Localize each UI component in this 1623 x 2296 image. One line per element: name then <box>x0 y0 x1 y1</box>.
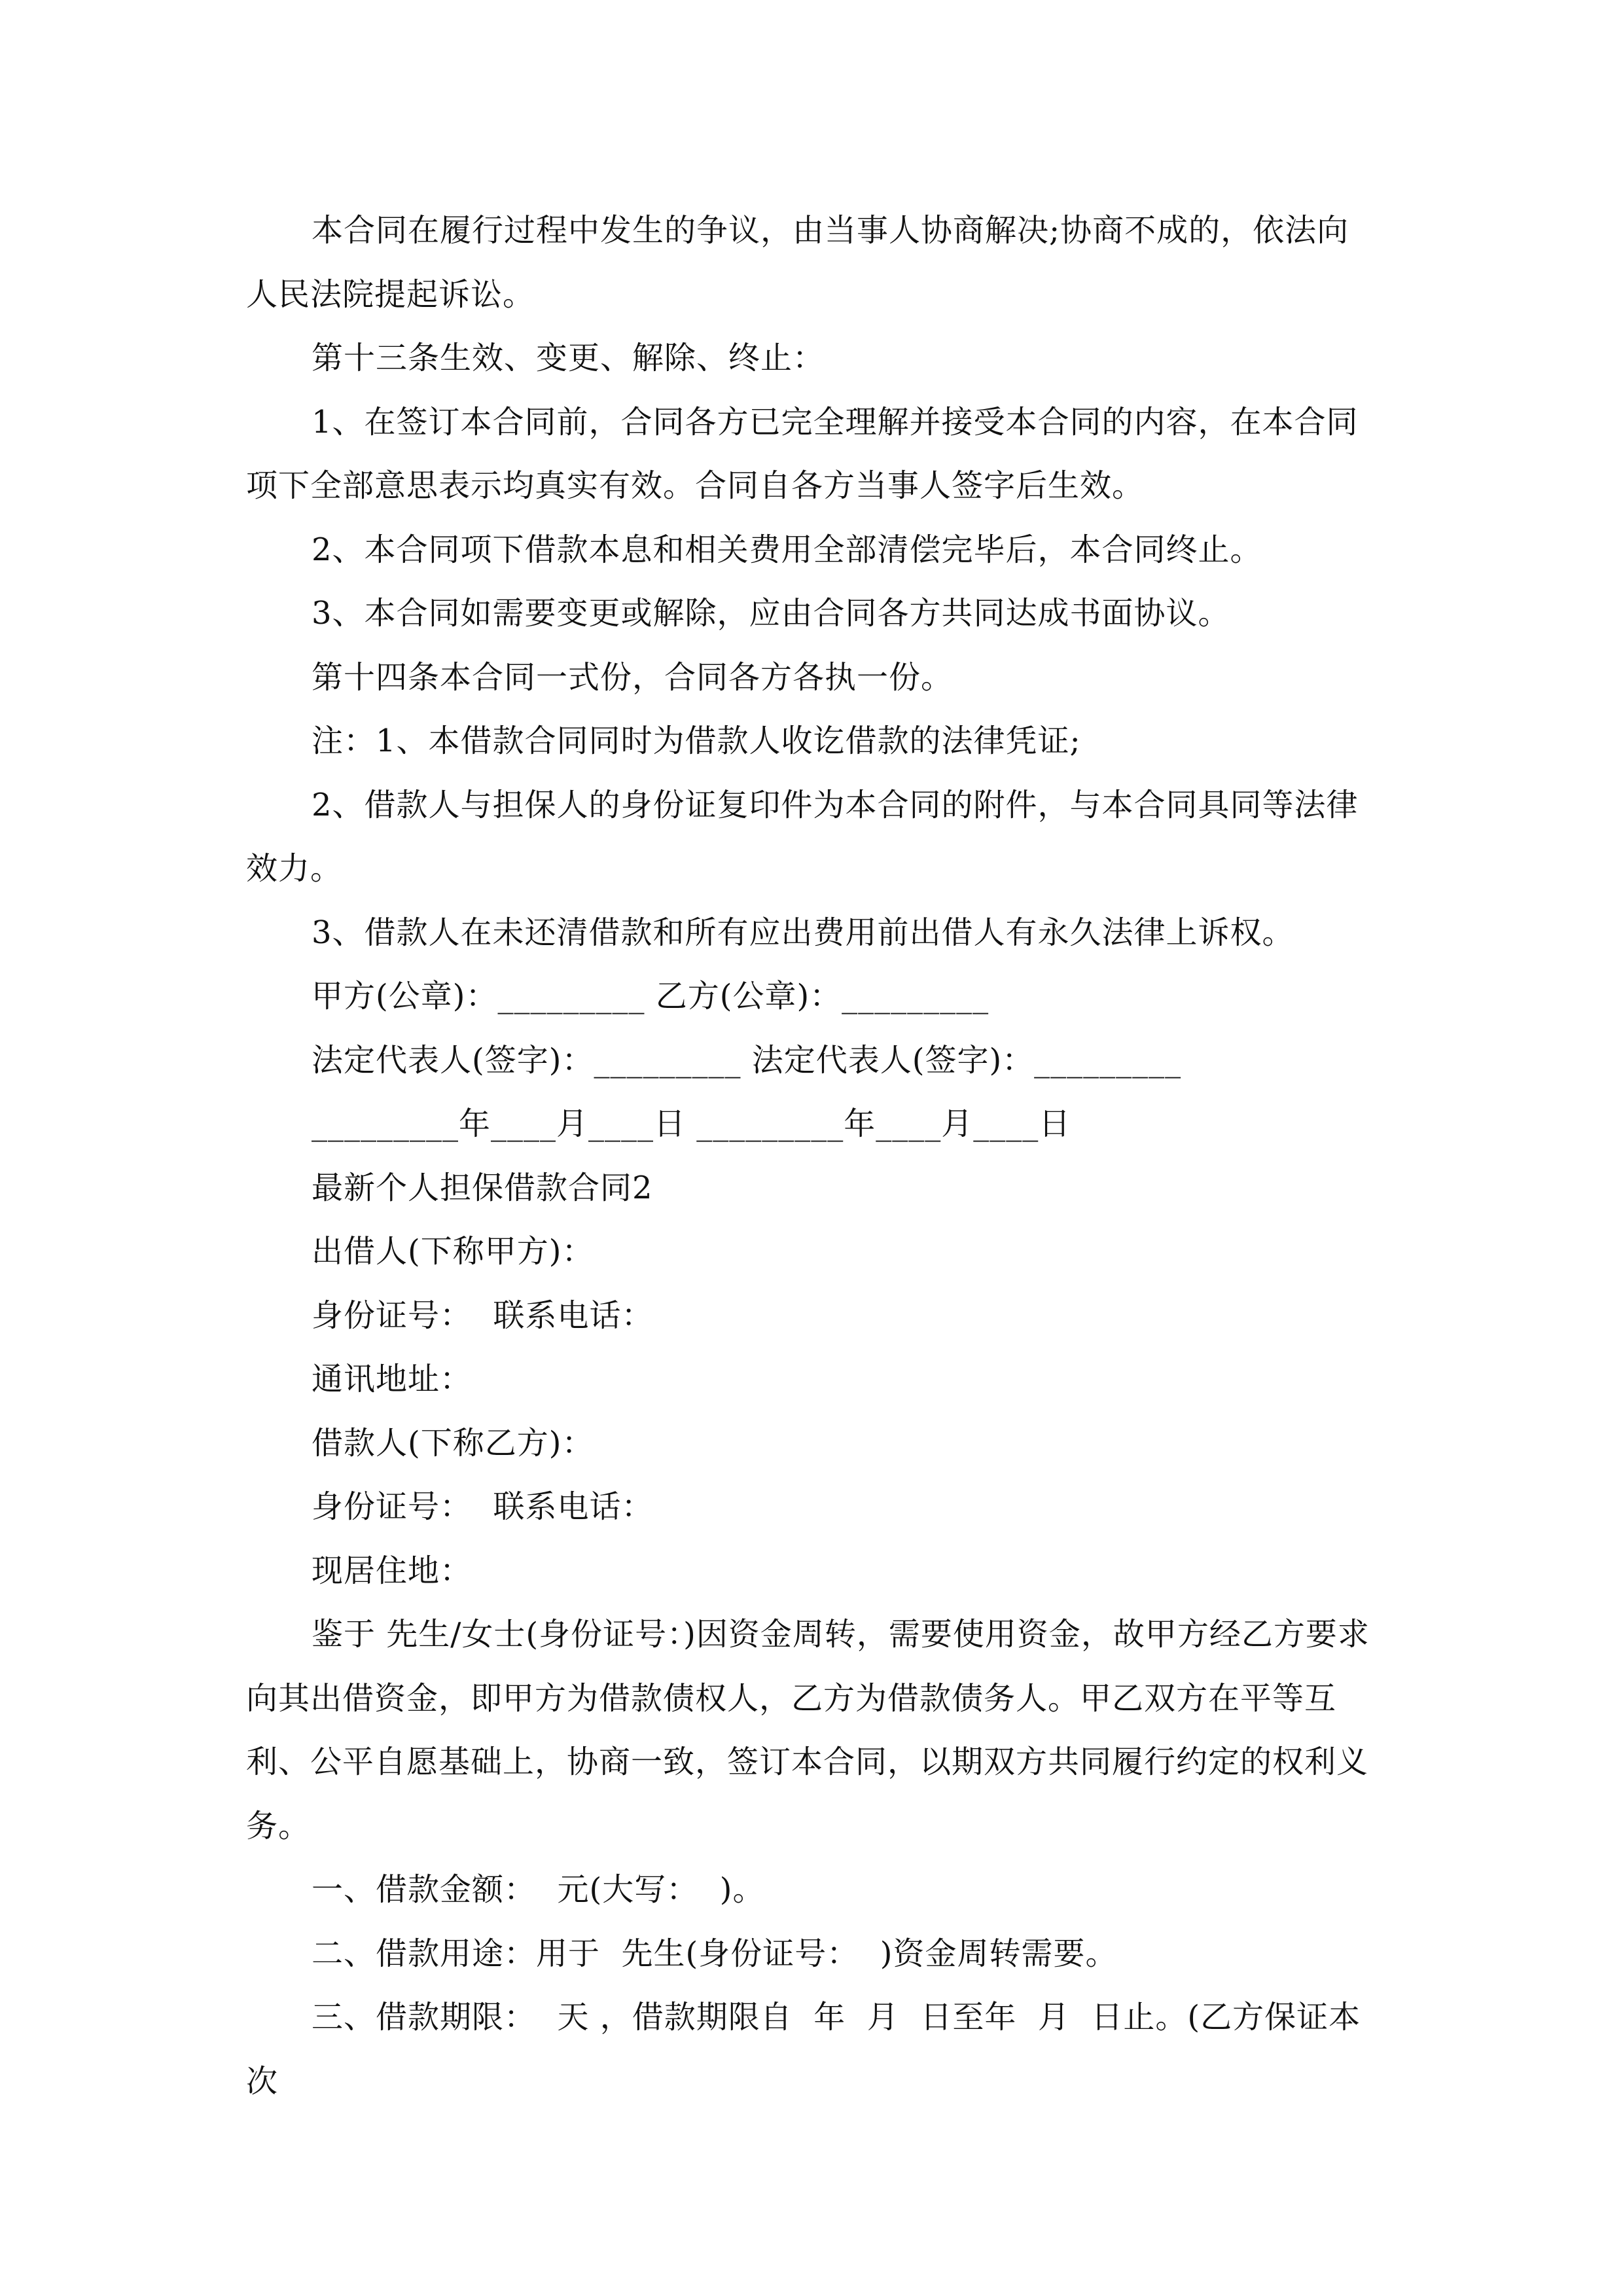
section-title: 最新个人担保借款合同2 <box>312 1169 653 1206</box>
paragraph-dispute-resolution: 本合同在履行过程中发生的争议，由当事人协商解决;协商不成的，依法向人民法院提起诉讼。 <box>246 212 1349 313</box>
lender-address-line: 通讯地址： <box>312 1361 473 1397</box>
paragraph-note-2: 2、借款人与担保人的身份证复印件为本合同的附件，与本合同具同等法律效力。 <box>246 786 1359 887</box>
paragraph-loan-amount: 一、借款金额： 元(大写： )。 <box>312 1871 765 1908</box>
paragraph-article-13-item-3: 3、本合同如需要变更或解除，应由合同各方共同达成书面协议。 <box>312 595 1230 632</box>
paragraph-recital: 鉴于 先生/女士(身份证号：)因资金周转，需要使用资金，故甲方经乙方要求向其出借资金，即甲方为借款债权人，乙方为借款债务人。甲乙双方在平等互利、公平自愿基础上，协商一致，签订本合同，以期双方共同履行约定的权利义务。 <box>246 1616 1370 1844</box>
borrower-line: 借款人(下称乙方)： <box>312 1424 594 1462</box>
paragraph-note-1: 注：1、本借款合同同时为借款人收讫借款的法律凭证; <box>312 723 1081 759</box>
paragraph-article-13-item-2: 2、本合同项下借款本息和相关费用全部清偿完毕后，本合同终止。 <box>312 531 1262 568</box>
paragraph-loan-purpose: 二、借款用途：用于 先生(身份证号： )资金周转需要。 <box>312 1935 1118 1972</box>
paragraph-note-3: 3、借款人在未还清借款和所有应出费用前出借人有永久法律上诉权。 <box>312 914 1294 951</box>
paragraph-article-14: 第十四条本合同一式份，合同各方各执一份。 <box>312 658 954 696</box>
signature-seal-line: 甲方(公章)：_________ 乙方(公章)：_________ <box>312 978 990 1014</box>
signature-representative-line: 法定代表人(签字)：_________ 法定代表人(签字)：_________ <box>312 1041 1182 1079</box>
paragraph-article-13-item-1: 1、在签订本合同前，合同各方已完全理解并接受本合同的内容，在本合同项下全部意思表示均真实有效。合同自各方当事人签字后生效。 <box>246 403 1359 504</box>
signature-date-line: _________年____月____日 _________年____月____日 <box>312 1105 1071 1142</box>
lender-line: 出借人(下称甲方)： <box>312 1233 594 1270</box>
borrower-residence-line: 现居住地： <box>312 1552 473 1589</box>
document-body <box>246 199 1378 2113</box>
lender-id-phone-line: 身份证号： 联系电话： <box>312 1297 654 1334</box>
borrower-id-phone-line: 身份证号： 联系电话： <box>312 1488 654 1525</box>
paragraph-article-13-title: 第十三条生效、变更、解除、终止： <box>312 340 825 376</box>
paragraph-loan-term: 三、借款期限： 天 ，借款期限自 年 月 日至年 月 日止。(乙方保证本次 <box>246 1999 1361 2100</box>
